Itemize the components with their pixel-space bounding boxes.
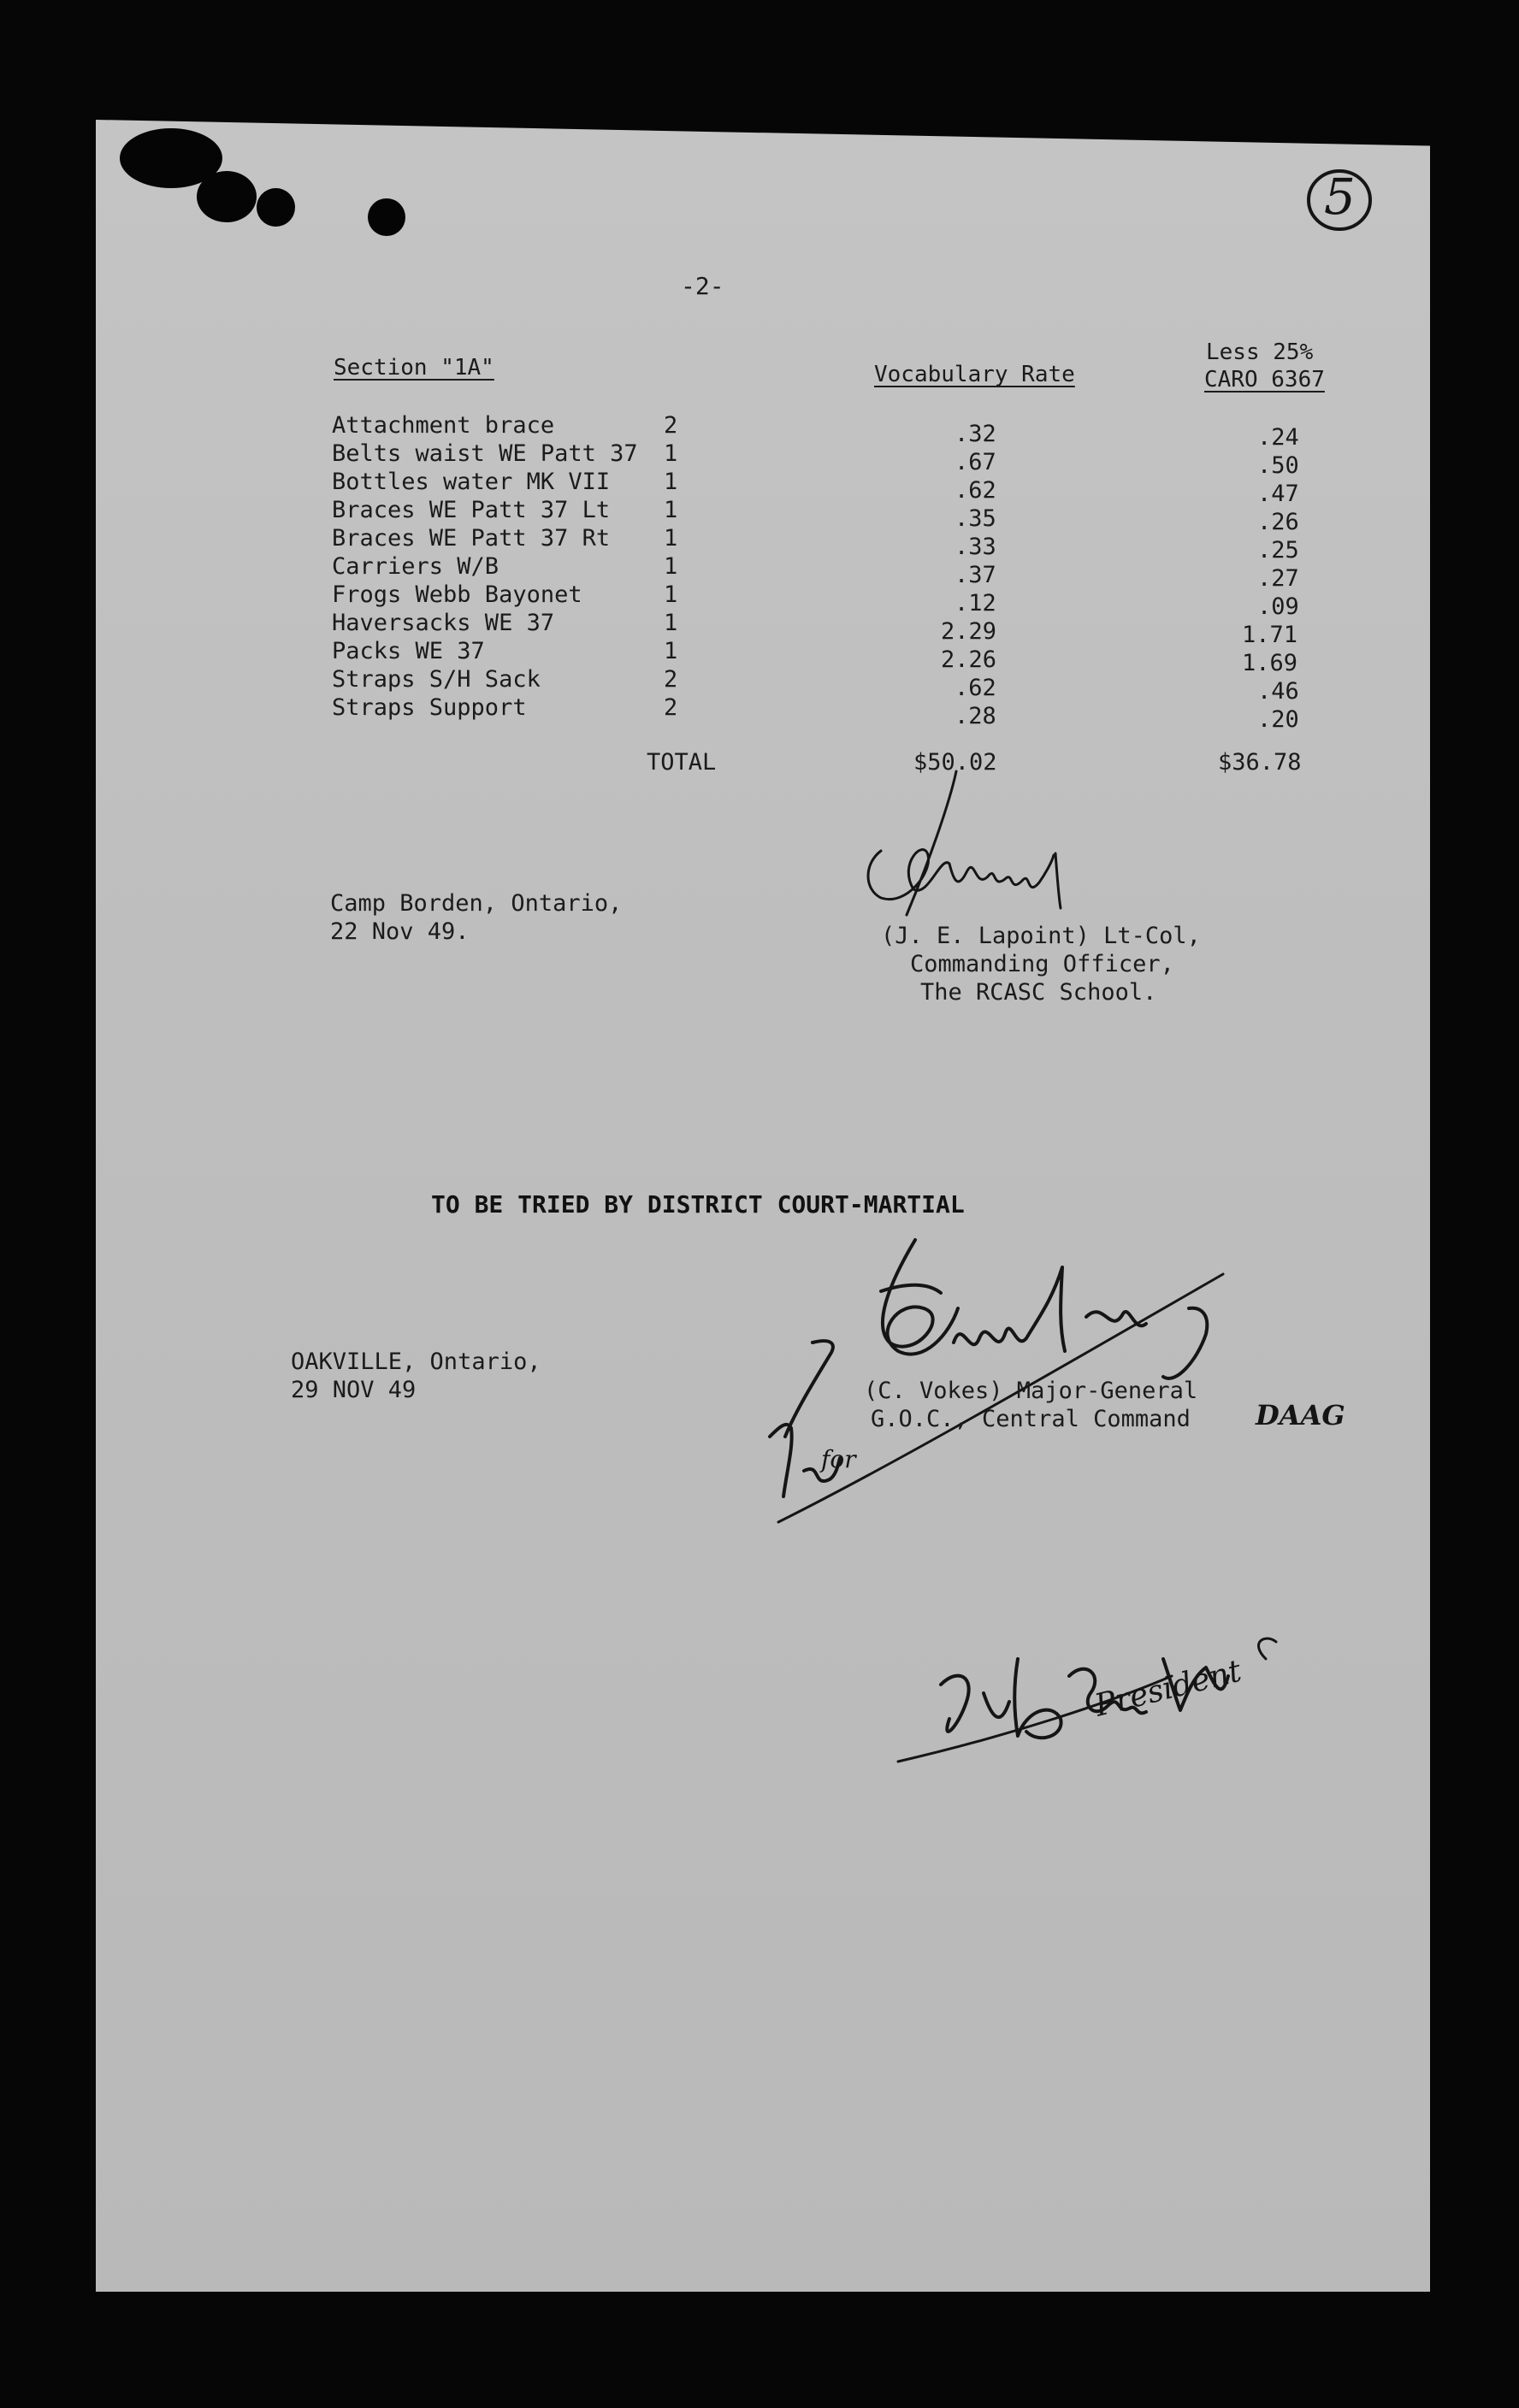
item-rate: .37 (955, 562, 996, 588)
item-less: .25 (1257, 537, 1299, 564)
signer-1-title: Commanding Officer, (910, 951, 1174, 977)
signature-lapoint (847, 770, 1129, 941)
place-date-2-line-1: OAKVILLE, Ontario, (291, 1349, 541, 1375)
less-column-header-bottom: CARO 6367 (1204, 367, 1325, 392)
item-rate: .62 (955, 477, 996, 504)
page-damage (368, 198, 405, 236)
table-row (0, 440, 1519, 479)
item-qty: 2 (664, 412, 678, 439)
place-date-2-line-2: 29 NOV 49 (291, 1377, 417, 1403)
item-rate: .12 (955, 590, 996, 617)
item-less: .47 (1257, 481, 1299, 507)
item-rate: .35 (955, 505, 996, 532)
item-name: Straps S/H Sack (332, 666, 541, 693)
item-rate: .33 (955, 534, 996, 560)
page-damage (257, 188, 295, 227)
item-qty: 2 (664, 666, 678, 693)
page-damage (197, 171, 257, 222)
item-name: Braces WE Patt 37 Rt (332, 525, 611, 552)
item-qty: 1 (664, 497, 678, 523)
handwritten-president: President (1091, 1653, 1245, 1724)
total-less: $36.78 (1218, 749, 1302, 776)
item-name: Attachment brace (332, 412, 555, 439)
item-qty: 1 (664, 638, 678, 664)
table-row (0, 666, 1519, 705)
item-less: .20 (1257, 706, 1299, 733)
order-line: TO BE TRIED BY DISTRICT COURT-MARTIAL (431, 1190, 965, 1219)
signer-1-name: (J. E. Lapoint) Lt-Col, (881, 923, 1201, 949)
item-name: Packs WE 37 (332, 638, 485, 664)
place-date-line-2: 22 Nov 49. (330, 918, 470, 945)
item-less: .24 (1257, 424, 1299, 451)
item-less: 1.71 (1242, 622, 1298, 648)
item-rate: 2.26 (941, 646, 997, 673)
place-date-line-1: Camp Borden, Ontario, (330, 890, 623, 917)
item-name: Braces WE Patt 37 Lt (332, 497, 611, 523)
item-name: Belts waist WE Patt 37 (332, 440, 638, 467)
item-less: 1.69 (1242, 650, 1298, 676)
item-qty: 1 (664, 469, 678, 495)
table-row (0, 469, 1519, 507)
table-row (0, 694, 1519, 733)
item-qty: 2 (664, 694, 678, 721)
item-rate: .28 (955, 703, 996, 729)
table-row (0, 412, 1519, 451)
item-name: Bottles water MK VII (332, 469, 611, 495)
table-row (0, 638, 1519, 676)
item-name: Carriers W/B (332, 553, 499, 580)
item-less: .50 (1257, 452, 1299, 479)
signer-1-unit: The RCASC School. (920, 979, 1157, 1006)
item-rate: .32 (955, 421, 996, 447)
item-name: Haversacks WE 37 (332, 610, 555, 636)
item-rate: .62 (955, 675, 996, 701)
total-row (0, 749, 1519, 777)
total-label: TOTAL (647, 749, 717, 776)
page-number: -2- (681, 272, 724, 300)
total-rate: $50.02 (913, 749, 997, 776)
table-row (0, 525, 1519, 564)
handwritten-daag: DAAG (1256, 1399, 1345, 1431)
item-name: Frogs Webb Bayonet (332, 581, 582, 608)
section-title: Section "1A" (334, 355, 494, 381)
item-qty: 1 (664, 553, 678, 580)
item-less: .26 (1257, 509, 1299, 535)
less-column-header-top: Less 25% (1206, 339, 1314, 365)
table-row (0, 610, 1519, 648)
item-rate: .67 (955, 449, 996, 475)
item-rate: 2.29 (941, 618, 997, 645)
item-qty: 1 (664, 581, 678, 608)
item-less: .46 (1257, 678, 1299, 705)
item-name: Straps Support (332, 694, 527, 721)
signer-2-name: (C. Vokes) Major-General (864, 1378, 1198, 1404)
table-row (0, 553, 1519, 592)
handwritten-for: for (821, 1445, 856, 1473)
table-row (0, 581, 1519, 620)
signer-2-title: G.O.C., Central Command (871, 1406, 1191, 1432)
page-stamp-number: 5 (1324, 168, 1356, 226)
item-qty: 1 (664, 440, 678, 467)
table-row (0, 497, 1519, 535)
rate-column-header: Vocabulary Rate (874, 362, 1075, 387)
item-qty: 1 (664, 610, 678, 636)
item-less: .27 (1257, 565, 1299, 592)
item-qty: 1 (664, 525, 678, 552)
item-less: .09 (1257, 593, 1299, 620)
